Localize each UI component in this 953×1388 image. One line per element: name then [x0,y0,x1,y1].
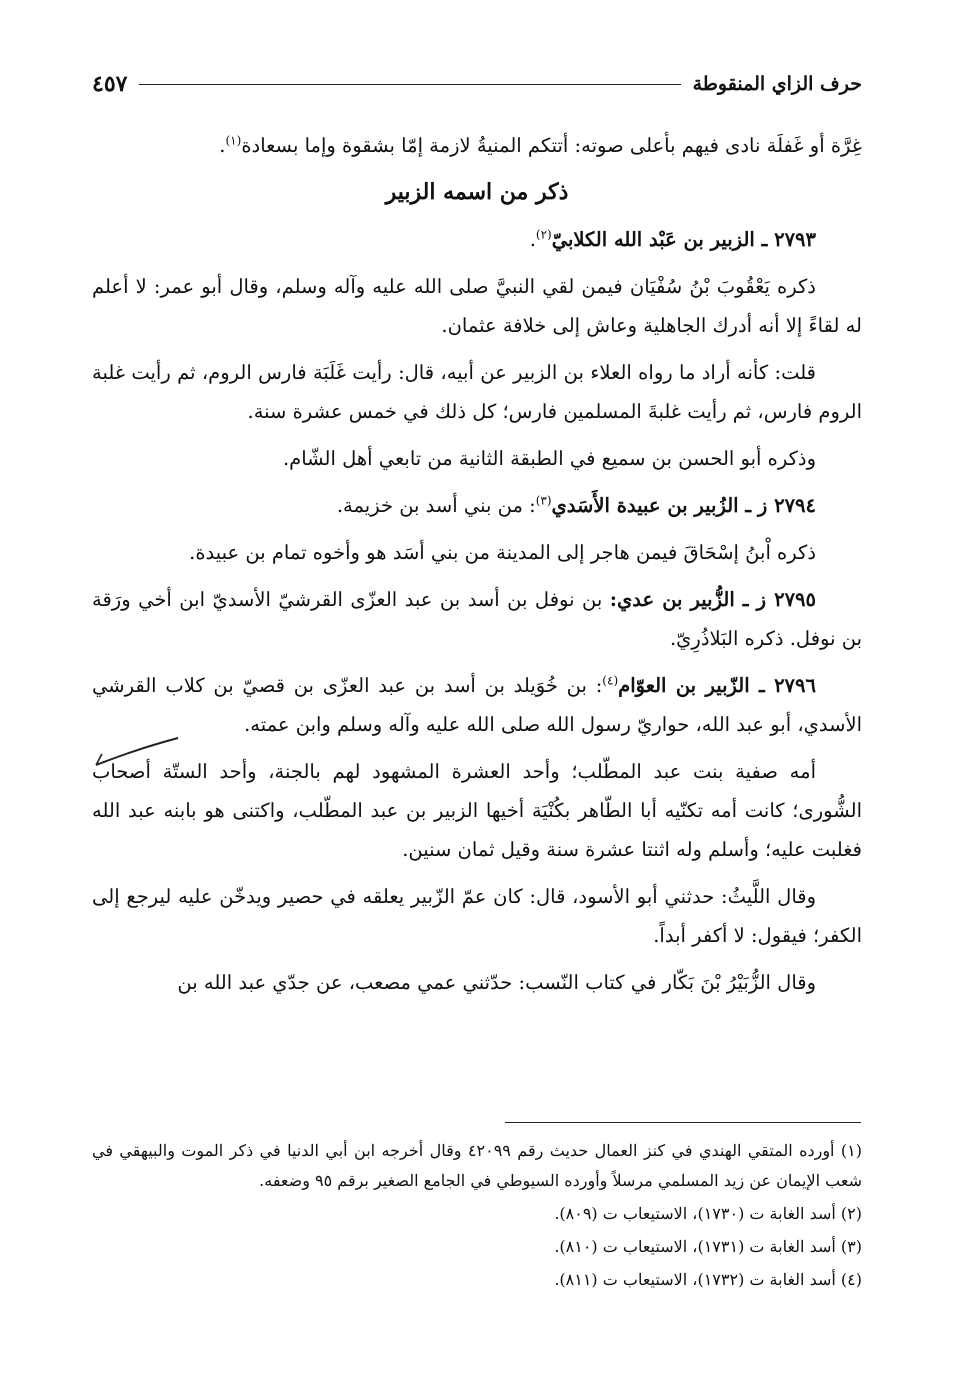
footnote-2: (٢) أسد الغابة ت (١٧٣٠)، الاستيعاب ت (٨٠٩). [554,1204,862,1223]
paragraph-continuation: غِرَّة أو غَفلَة نادى فيهم بأعلى صوته: أتتكم المنيةُ لازمة إمّا بشقوة وإما بسعادة$^{(١)}$. [219,133,862,157]
paragraph: ذكره يَعْقُوبَ بْنُ سُفْيَان فيمن لقي النبيَّ صلى الله عليه وآله وسلم، وقال أبو عمر: لا أعلم له لقاءً إلا أنه أدرك الجاهلية وعاش إلى خلافة عثمان. [92,275,862,337]
paragraph: وذكره أبو الحسن بن سميع في الطبقة الثانية من تابعي أهل الشّام. [282,447,816,470]
entry-2794: ٢٧٩٤ ز ـ الزُبير بن عبيدة الأَسَدي$^{(٣)}$: من بني أسد بن خزيمة. [336,493,816,517]
footnote-ref-1[interactable]: (١) [225,133,242,148]
footnote-ref-2[interactable]: (٢) [535,227,552,242]
footnote-ref-4[interactable]: (٤) [602,673,619,688]
footnotes [92,1136,862,1298]
page-number: ٤٥٧ [92,71,128,97]
entry-2796: ٢٧٩٦ ـ الزّبير بن العوّام$^{(٤)}$: بن خُوَيلد بن أسد بن عبد العزّى بن قصيّ بن كلاب القرشي الأسدي، أبو عبد الله، حواريّ رسول الله صلى الله عليه وآله وسلم وابن عمته. [92,673,862,736]
paragraph: وقال اللَّيثُ: حدثني أبو الأسود، قال: كان عمّ الزّبير يعلقه في حصير ويدخّن عليه ليرجع إلى الكفر؛ فيقول: لا أكفر أبداً. [92,885,862,947]
chapter-title: حرف الزاي المنقوطة [692,73,862,95]
entry-title: ٢٧٩٦ ـ الزّبير بن العوّام [618,674,816,697]
paragraph: أمه صفية بنت عبد المطّلب؛ وأحد العشرة المشهود لهم بالجنة، وأحد الستّة أصحاب الشُّورى؛ كانت أمه تكنّيه أبا الطّاهر بكُنْيَة أخيها الزبير بن عبد المطّلب، واكتنى هو بابنه عبد الله فغلبت عليه؛ وأسلم وله اثنتا عشرة سنة وقيل ثمان سنين. [92,760,862,861]
footnote-ref-3[interactable]: (٣) [535,493,552,508]
entry-title: ٢٧٩٥ ز ـ الزُّبير بن عدي: [609,588,817,611]
section-heading: ذكر من اسمه الزبير [385,179,569,205]
main-text [92,126,862,1010]
entry-2795: ٢٧٩٥ ز ـ الزُّبير بن عدي: بن نوفل بن أسد بن عبد العزّى القرشيّ الأسديّ ابن أخي ورَقة بن نوفل. ذكره البَلاذُرِيّ. [92,588,862,650]
handwritten-check-mark-icon [92,735,182,769]
running-header [92,64,862,104]
footnote-1: (١) أورده المتقي الهندي في كنز العمال حديث رقم ٤٢٠٩٩ وقال أخرجه ابن أبي الدنيا في ذكر الموت والبيهقي في شعب الإيمان عن زيد المسلمي مرسلاً وأورده السيوطي في الجامع الصغير برقم ٩٥ وضعفه. [92,1141,863,1190]
entry-title: ٢٧٩٤ ز ـ الزُبير بن عبيدة الأَسَدي [551,494,816,517]
entry-title: ٢٧٩٣ ـ الزبير بن عَبْد الله الكلابيّ [551,228,816,251]
footnote-separator [505,1122,861,1123]
header-rule [139,84,680,85]
footnote-3: (٣) أسد الغابة ت (١٧٣١)، الاستيعاب ت (٨١٠). [554,1237,862,1256]
footnote-4: (٤) أسد الغابة ت (١٧٣٢)، الاستيعاب ت (٨١١). [554,1270,862,1289]
paragraph: وقال الزُّبَيْرُ بْنَ بَكّار في كتاب النّسب: حدّثني عمي مصعب، عن جدّي عبد الله بن [177,971,816,994]
paragraph: ذكره اْبنُ إسْحَاقَ فيمن هاجر إلى المدينة من بني أسَد هو وأخوه تمام بن عبيدة. [189,541,816,564]
paragraph: قلت: كأنه أراد ما رواه العلاء بن الزبير عن أبيه، قال: رأيت غَلَبَة فارس الروم، ثم رأيت غلبة الروم فارس، ثم رأيت غلبةَ المسلمين فارس؛ كل ذلك في خمس عشرة سنة. [92,361,862,423]
entry-2793: ٢٧٩٣ ـ الزبير بن عَبْد الله الكلابيّ$^{(٢)}$. [529,227,816,251]
